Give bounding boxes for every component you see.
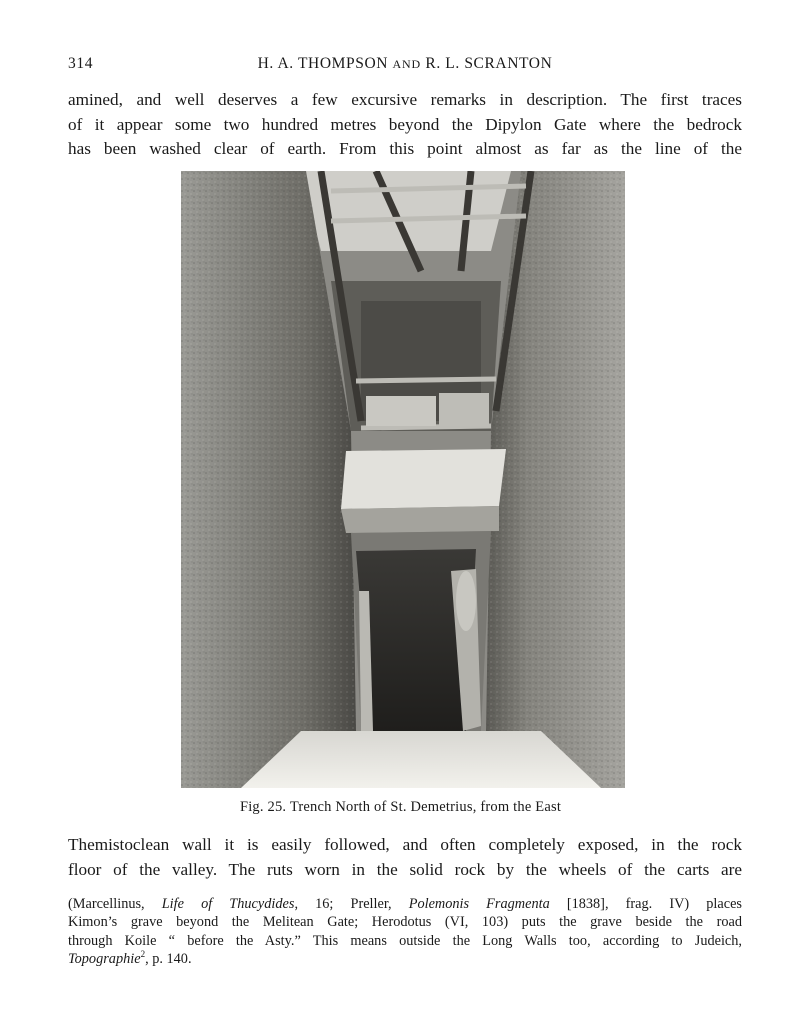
body-line: of it appear some two hundred metres beyond the Dipylon Gate where the bedrock [68, 114, 742, 134]
footnote-superscript: 2 [140, 949, 146, 960]
footnote-text: , 16; Preller, [294, 896, 409, 912]
footnote-line [68, 895, 742, 913]
footnote-text: [1838], frag. IV) places [549, 896, 742, 912]
trench-photograph-drawing [181, 171, 625, 788]
author-2: R. L. SCRANTON [425, 55, 553, 72]
figure-caption: Fig. 25. Trench North of St. Demetrius, from the East [239, 799, 562, 815]
footnote-line [68, 950, 742, 968]
trench-photograph [181, 171, 625, 788]
body-paragraph-top [68, 88, 742, 162]
footnote-italic-title: Polemonis Fragmenta [408, 896, 550, 912]
author-conjunction: AND [392, 57, 421, 71]
body-paragraph-bottom [68, 833, 742, 882]
footnote-text: (Marcellinus, [68, 896, 162, 912]
footnote-line: through Koile “ before the Asty.” This means outside the Long Walls too, according to Judeich, [68, 932, 742, 949]
running-header [68, 55, 742, 77]
body-line: Themistoclean wall it is easily followed, and often completely exposed, in the rock [68, 835, 742, 854]
footnote-italic-title: Topographie [68, 951, 141, 968]
footnote-text: , p. 140. [145, 951, 192, 968]
running-head-authors [68, 55, 742, 73]
footnote-italic-title: Life of Thucydides [161, 896, 295, 912]
body-line: amined, and well deserves a few excursive remarks in description. The first traces [68, 90, 742, 109]
author-1: H. A. THOMPSON [257, 55, 389, 72]
footnote-line: Kimon’s grave beyond the Melitean Gate; Herodotus (VI, 103) puts the grave beside the road [68, 914, 742, 931]
body-line: floor of the valley. The ruts worn in the solid rock by the wheels of the carts are [68, 859, 742, 879]
page-number: 314 [68, 55, 94, 72]
footnote [68, 895, 742, 969]
body-line: has been washed clear of earth. From this point almost as far as the line of the [68, 139, 742, 158]
